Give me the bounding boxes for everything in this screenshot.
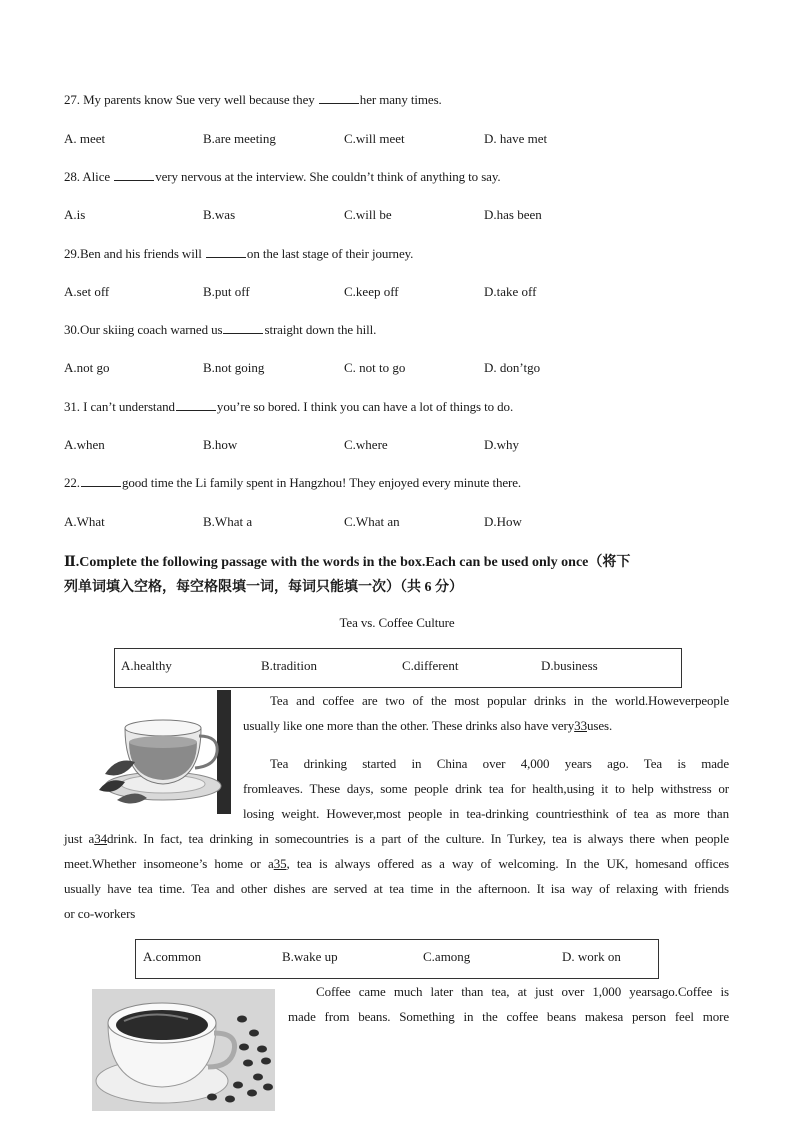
question-option[interactable]: A.not go xyxy=(64,360,110,375)
question-text-before: Our skiing coach warned us xyxy=(79,322,223,337)
answer-blank[interactable] xyxy=(319,92,359,104)
passage-p3-line2: made from beans. Something in the coffee beans makesa person feel more xyxy=(288,1009,729,1024)
question-text-before: Ben and his friends will xyxy=(79,246,205,261)
question-option[interactable]: B.not going xyxy=(203,360,265,375)
question-option[interactable]: D.has been xyxy=(484,207,542,222)
word-box-1-option-d: D.business xyxy=(541,658,598,673)
question-option[interactable]: B.how xyxy=(203,437,238,452)
word-box-2 xyxy=(135,939,659,979)
question-number: 27. xyxy=(64,92,80,107)
question-2 xyxy=(64,246,413,262)
question-option[interactable]: D. have met xyxy=(484,131,548,146)
question-text-after: on the last stage of their journey. xyxy=(246,246,414,261)
question-option[interactable]: C.What an xyxy=(344,514,400,529)
question-option[interactable]: B.What a xyxy=(203,514,253,529)
word-box-1-option-b: B.tradition xyxy=(261,658,317,673)
passage-p2-line2: fromleaves. These days, some people drink tea for health,using it to help withstress or xyxy=(243,781,729,796)
question-option[interactable]: C.will be xyxy=(344,207,392,222)
question-number: 30. xyxy=(64,322,80,337)
word-box-2-option-d: D. work on xyxy=(562,949,621,964)
word-box-2-option-a: A.common xyxy=(143,949,202,964)
question-option[interactable]: A.is xyxy=(64,207,86,222)
word-box-1-option-a: A.healthy xyxy=(121,658,172,673)
question-number: 31. xyxy=(64,399,80,414)
passage-p2-line4-b: drink. In fact, tea drinking in somecountries is a part of the culture. In Turkey, tea is always there when people xyxy=(107,831,730,846)
question-option[interactable]: C.keep off xyxy=(344,284,399,299)
passage-title: Tea vs. Coffee Culture xyxy=(339,615,455,630)
passage-p2-line1: Tea drinking started in China over 4,000 years ago. Tea is made xyxy=(270,756,729,771)
passage-p2-line5-a: meet.Whether insomeone’s home or a xyxy=(64,856,274,871)
answer-blank[interactable] xyxy=(176,399,216,411)
question-option[interactable]: C.will meet xyxy=(344,131,405,146)
question-5 xyxy=(64,475,521,491)
question-option[interactable]: A.What xyxy=(64,514,105,529)
question-option[interactable]: D.why xyxy=(484,437,520,452)
question-text-after: straight down the hill. xyxy=(264,322,377,337)
blank-34[interactable]: 34 xyxy=(94,831,108,846)
answer-blank[interactable] xyxy=(206,246,246,258)
question-text-after: good time the Li family spent in Hangzhou! They enjoyed every minute there. xyxy=(121,475,522,490)
passage-p1-line2 xyxy=(243,718,612,734)
word-box-2-option-c: C.among xyxy=(423,949,471,964)
question-option[interactable]: C.where xyxy=(344,437,388,452)
passage-p2-line5 xyxy=(64,856,729,872)
question-text-after: you’re so bored. I think you can have a lot of things to do. xyxy=(216,399,514,414)
question-option[interactable]: D.take off xyxy=(484,284,537,299)
question-number: 22. xyxy=(64,475,80,490)
question-4 xyxy=(64,399,513,415)
passage-p3-line1: Coffee came much later than tea, at just over 1,000 yearsago.Coffee is xyxy=(316,984,729,999)
passage-p1-line2-text: usually like one more than the other. These drinks also have very xyxy=(243,718,575,733)
blank-33[interactable]: 33 xyxy=(574,718,587,733)
passage-p2-line5-b: , tea is always offered as a way of welcoming. In the UK, homesand offices xyxy=(286,856,730,871)
coffee-cup-image xyxy=(92,989,275,1111)
question-text-after: her many times. xyxy=(359,92,442,107)
answer-blank[interactable] xyxy=(114,169,154,181)
passage-p1-line2-end: uses. xyxy=(586,718,613,733)
passage-p2-line6: usually have tea time. Tea and other dishes are served at tea time in the afternoon. It isa way of relaxing with friends xyxy=(64,881,729,896)
passage-p1-line1: Tea and coffee are two of the most popular drinks in the world.Howeverpeople xyxy=(270,693,729,708)
question-option[interactable]: D.How xyxy=(484,514,522,529)
word-box-1-option-c: C.different xyxy=(402,658,459,673)
passage-p2-line4-a: just a xyxy=(64,831,95,846)
passage-p2-line7: or co-workers xyxy=(64,906,136,921)
word-box-1 xyxy=(114,648,682,688)
question-option[interactable]: B.put off xyxy=(203,284,250,299)
question-option[interactable]: A.when xyxy=(64,437,105,452)
question-text-before: I can’t understand xyxy=(79,399,175,414)
question-option[interactable]: A.set off xyxy=(64,284,110,299)
question-option[interactable]: B.are meeting xyxy=(203,131,276,146)
question-option[interactable]: D. don’tgo xyxy=(484,360,541,375)
answer-blank[interactable] xyxy=(81,475,121,487)
blank-35[interactable]: 35 xyxy=(273,856,287,871)
question-number: 29. xyxy=(64,246,80,261)
question-1 xyxy=(64,169,501,185)
question-text-before: My parents know Sue very well because they xyxy=(79,92,318,107)
question-3 xyxy=(64,322,376,338)
section-heading-line1: Ⅱ.Complete the following passage with the words in the box.Each can be used only once（将下 xyxy=(64,555,631,570)
question-option[interactable]: A. meet xyxy=(64,131,106,146)
question-option[interactable]: B.was xyxy=(203,207,236,222)
passage-p2-line4 xyxy=(64,831,729,847)
answer-blank[interactable] xyxy=(223,322,263,334)
passage-p2-line3: losing weight. However,most people in tea-drinking countriesthink of tea as more than xyxy=(243,806,729,821)
question-text-before: Alice xyxy=(79,169,114,184)
question-option[interactable]: C. not to go xyxy=(344,360,406,375)
word-box-2-option-b: B.wake up xyxy=(282,949,338,964)
question-number: 28. xyxy=(64,169,80,184)
question-0 xyxy=(64,92,442,108)
tea-cup-image xyxy=(95,690,231,814)
section-heading-line2: 列单词填入空格，每空格限填一词，每词只能填一次）（共 6 分） xyxy=(64,580,463,595)
question-text-after: very nervous at the interview. She couldn’t think of anything to say. xyxy=(155,169,501,184)
